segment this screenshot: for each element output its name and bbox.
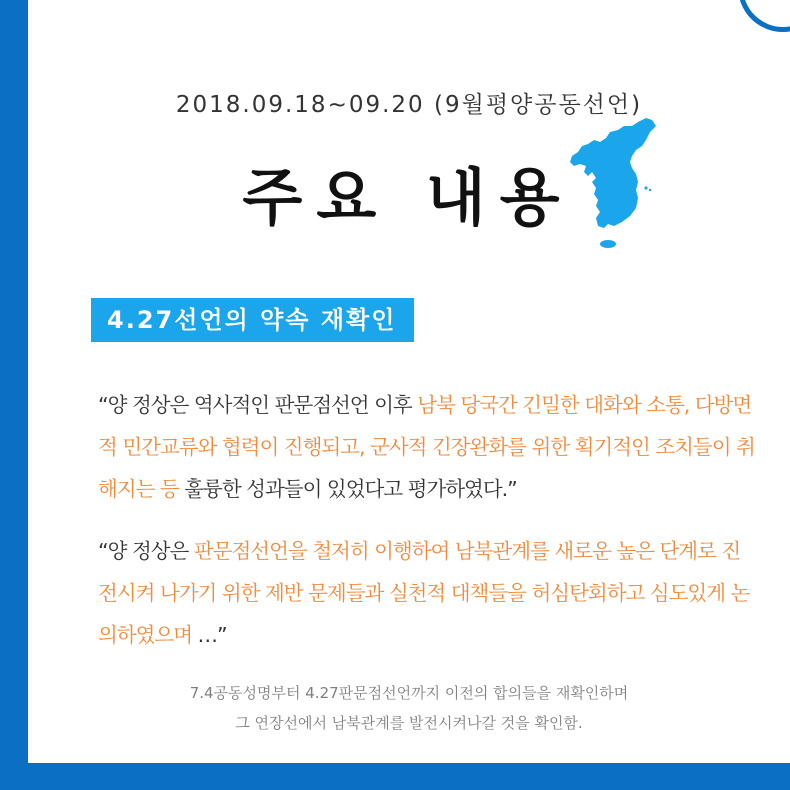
quote-2-text-a: “양 정상은 (98, 539, 194, 563)
quote-2 (98, 530, 758, 656)
page-title: 주요 내용 (242, 161, 574, 234)
quote-1-highlight: 남북 당국간 긴밀한 대화와 소통, 다방면적 민간교류와 협력이 진행되고, 군사적 긴장완화를 위한 획기적인 조치들이 취해지는 등 (98, 393, 755, 501)
summary-line-1: 7.4공동성명부터 4.27판문점선언까지 이전의 합의들을 재확인하며 (189, 684, 629, 702)
quote-2-text-b: …” (192, 623, 227, 647)
korean-peninsula-map-icon (566, 116, 658, 256)
quote-1-text-a: “양 정상은 역사적인 판문점선언 이후 (98, 393, 418, 417)
corner-ring-decoration (738, 0, 790, 32)
content-card (28, 0, 790, 763)
quote-1 (98, 384, 758, 510)
quote-1-text-b: 훌륭한 성과들이 있었다고 평가하였다.” (178, 477, 517, 501)
summary-line-2: 그 연장선에서 남북관계를 발전시켜나갈 것을 확인함. (235, 714, 583, 732)
date-line: 2018.09.18~09.20 (9월평양공동선언) (175, 92, 643, 118)
summary-text (28, 678, 790, 738)
section-label: 4.27선언의 약속 재확인 (91, 298, 414, 342)
quote-2-highlight: 판문점선언을 철저히 이행하여 남북관계를 새로운 높은 단계로 진전시켜 나가기 위한 제반 문제들과 실천적 대책들을 허심탄회하고 심도있게 논의하였으며 (98, 539, 750, 647)
